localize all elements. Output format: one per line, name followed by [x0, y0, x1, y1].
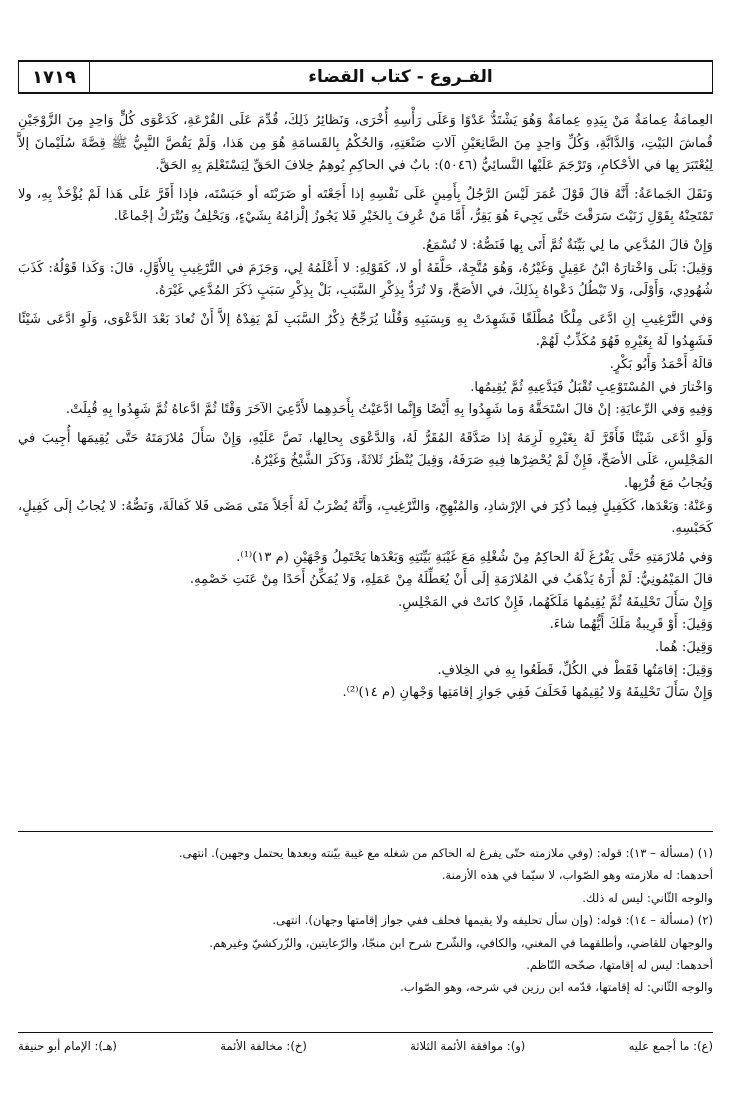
page-number: ١٧١٩ — [19, 62, 90, 92]
paragraph: وَعَنْهُ: وَبَعْدَها، كَكَفِيلٍ فِيما ذُكِرَ في الإرْشادِ، وَالمُبْهِجِ، وَالتَّرْغِيبِ، وَأَنَّهُ يُضْرَبُ لَهُ أَجَلاً مَتَى مَضَى فَلا كَفالَةَ، وَنَصُّهُ: لا يُجابُ إلَى كَفِيلٍ، كَحَبْسِهِ. — [18, 498, 713, 537]
paragraph: وَيُجابُ مَعَ قُرْبِها. — [624, 475, 713, 491]
header-title: الفـروع - كتاب القضاء — [308, 67, 493, 87]
legend-footer — [18, 1032, 713, 1053]
paragraph: وَلَوِ ادَّعَى شَيْئًا فَأَقَرَّ لَهُ بِغَيْرِهِ لَزِمَهُ إذا صَدَّقَهُ المُقَرُّ لَهُ، وَالدَّعْوَى بِحالِها، نَصَّ عَلَيْهِ، وَإِنْ سَأَلَ مُلازَمَتَهُ حَتَّى يُقِيمَها أُجِيبَ في المَجْلِسِ، عَلَى الأصَحِّ، فَإِنْ لَمْ يُحْضِرْها فِيهِ صَرَفَهُ، وَقِيلَ يُنْظَرُ ثَلاثَةً، وَذَكَرَ الشَّيْخُ وَغَيْرُهُ. — [18, 430, 713, 469]
paragraph: وَفي مُلازَمَتِهِ حَتَّى يَفْرُغَ لَهُ الحاكِمُ مِنْ شُغْلِهِ مَعَ غَيْبَةِ بَيِّنَتِهِ وَبَعْدَها يَحْتَمِلُ وَجْهَيْنِ (م ١٣)⁽¹⁾. — [236, 549, 713, 565]
paragraph: وَإِنْ سَأَلَ تَحْلِيفَهُ ثُمَّ يُقِيمُها مَلَكَهُما، فَإِنْ كانَتْ في المَجْلِسِ. — [398, 594, 713, 610]
footnote-line: (٢) (مسألة – ١٤): قوله: (وإن سأل تحليفه ولا يقيمها فحلف ففي جواز إقامتها وجهان). انتهى. — [272, 913, 713, 928]
legend-disagreement: (خ): مخالفة الأئمة — [220, 1039, 307, 1053]
running-header — [18, 60, 713, 94]
paragraph: وَإِنْ سَأَلَ تَحْلِيفَهُ وَلا يُقِيمُها فَحَلَفَ فَفِي جَوازِ إقامَتِها وَجْهانِ (م ١٤)⁽²⁾. — [342, 685, 713, 701]
legend-abu-hanifa: (هـ): الإمام أبو حنيفة — [18, 1039, 117, 1053]
paragraph: قالَ المَيْمُونِيُّ: لَمْ أَرَهُ يَذْهَبُ في المُلازَمَةِ إلَى أَنْ يُعَطِّلَهُ مِنْ عَمَلِهِ، وَلا يُمَكِّنُ أَحَدًا مِنْ عَنَتِ خَصْمِهِ. — [189, 572, 713, 588]
paragraph: وَفِيهِ وَفي الرِّعايَةِ: إنْ قالَ اسْتَحَقَّهُ وَما شَهِدُوا بِهِ أَيْضًا وَإِنَّما ادَّعَيْتُ بِأَحَدِهِما لأَدَّعِيَ الآخَرَ وَقْتًا ثُمَّ ادَّعاهُ ثُمَّ شَهِدُوا بِهِ قُبِلَتْ. — [65, 402, 713, 418]
paragraph: وَقِيلَ: هُما. — [654, 640, 713, 656]
paragraph: قالَهُ أَحْمَدُ وَأَبُو بَكْرٍ. — [609, 356, 713, 372]
footnote-separator — [18, 831, 713, 832]
paragraph: وَنَقَلَ الجَماعَةُ: أَنَّهُ قالَ قَوْلَ عُمَرَ لَيْسَ الرَّجُلُ بِأَمِينٍ عَلَى نَفْسِهِ إذا أَجَعْتَه أو ضَرَبْتَه أو حَبَسْتَه، فإذا أَقَرَّ عَلَى هَذا لَمْ يُؤْخَذْ بِهِ، ولا تَمْتَحِنْهُ بِقَوْلِ زَنَيْتَ سَرَقْتَ حَتَّى يَجِيءَ هُوَ يَقِرُّ، أَمَّا مَنْ عُرِفَ بِالخَيْرِ فَلا يَجُوزُ إلْزامُهُ بِشَيْءٍ، وَيَحْلِفُ وَيُتْرَكُ إجْماعًا. — [18, 186, 713, 225]
paragraph: وَاخْتارَ في المُسْتَوْعِبِ تُقْبَلُ فَيَدَّعِيهِ ثُمَّ يُقِيمُها. — [470, 379, 713, 395]
paragraph: وَقِيلَ: أَوْ قَرِيبةٌ مَلَكَ أَيُّهُما شاءَ. — [549, 617, 713, 633]
footnote-line: والوجهان للقاضي، وأطلقهما في المغني، والكافي، والشّرح شرح ابن منجّا، والرّعايتين، والزّركشيّ وغيرهم. — [209, 935, 713, 950]
paragraph: وَقِيلَ: إقامَتُها فَقَطْ في الكُلِّ، قَطَعُوا بِهِ في الخِلافِ. — [437, 662, 713, 678]
legend-agreement: (و): موافقة الأئمة الثلاثة — [410, 1039, 526, 1053]
paragraph: العِمامَةُ عِمامَةٌ مَنْ بِيَدِهِ عِمامَةٌ وَهُوَ يَشْتَدُّ عَدْوًا وَعَلَى رَأْسِهِ أُخْرَى، وَنَظائِرُ ذَلِكَ، قُدِّمَ عَلَى القُرْعَةِ، كَدَعْوَى كُلٍّ وَاحِدٍ مِنَ الزَّوْجَيْنِ قُماشَ البَيْتِ، وَالدَّابَّةِ، وَكُلِّ وَاحِدٍ مِنَ الصَّانِعَيْنِ آلاتِ صَنْعَتِهِ، وَالحُكْمُ بِالقَسامَةِ هُوَ مِن هَذا، وَلَمْ يَقُصَّ النَّبِيُّ ﷺ قِصَّةَ سُلَيْمانَ إلاَّ لِيُعْتَبَرَ بِها في الأحْكامِ، وَتَرْجَمَ عَلَيْها النَّسائِيُّ (٥٠٤٦): بابٌ في الحاكِمِ يُوهِمُ خِلافَ الحَقِّ لِيَسْتَعْلِمَ بِهِ الحَقَّ. — [18, 113, 713, 174]
page — [18, 60, 713, 1100]
paragraph: وَفي التَّرْغِيبِ إنِ ادَّعَى مِلْكًا مُطْلَقًا فَشَهِدَتْ بِهِ وَبِسَبَبِهِ وَقُلْنا يُرَجِّحُ ذِكْرُ السَّبَبِ لَمْ يَفِدْهُ إلاَّ أَنْ تُعادَ بَعْدَ الدَّعْوَى، وَلَوِ ادَّعَى شَيْئًا فَشَهِدُوا لَهُ بِغَيْرِهِ فَهُوَ مُكَذِّبٌ لَهُمْ. — [18, 311, 713, 350]
footnote-line: أحدهما: ليس له إقامتها، صحّحه النّاظم. — [526, 958, 713, 973]
footnote-line: والوجه الثّاني: له إقامتها، قدّمه ابن رزين في شرحه، وهو الصّواب. — [400, 980, 713, 995]
paragraph: وَإِنْ قالَ المُدَّعِي ما لِي بَيِّنَةٌ ثُمَّ أَتَى بِها فَنَصُّهُ: لا تُسْمَعُ. — [421, 237, 713, 253]
footnotes — [18, 842, 713, 999]
footnote-line: (١) (مسألة – ١٣): قوله: (وفي ملازمته حتّى يفرغ له الحاكم من شغله مع غيبة بيّنته وبعدها يحتمل وجهين). انتهى. — [178, 846, 713, 860]
main-text — [18, 110, 713, 705]
legend-consensus: (ع): ما أجمع عليه — [628, 1039, 713, 1053]
footnote-line: أحدهما: له ملازمته وهو الصّواب، لا سيّما في هذه الأزمنة. — [441, 868, 713, 883]
footnote-line: والوجه الثّاني: ليس له ذلك. — [582, 890, 713, 905]
paragraph: وَقِيلَ: بَلَى وَاخْتارَهُ ابْنُ عَقِيلٍ وَغَيْرُهُ، وَهُوَ مُتَّجِهٌ، حَلَّفَهُ أو لا، كَقَوْلِهِ: لا أَعْلَمُهُ لِي، وَجَزَمَ في التَّرْغِيبِ بِالأَوَّلِ، قالَ: وَكَذا قَوْلُهُ: كَذَبَ شُهُودِي، وَأَوْلَى، وَلا تَبْطُلُ دَعْواهُ بِذَلِكَ، في الأصَحِّ، وَلا تُرَدُّ بِذِكْرِ السَّبَبِ، بَلْ بِذِكْرِ سَبَبٍ ذَكَرَ المُدَّعِي غَيْرَهُ. — [18, 260, 713, 299]
